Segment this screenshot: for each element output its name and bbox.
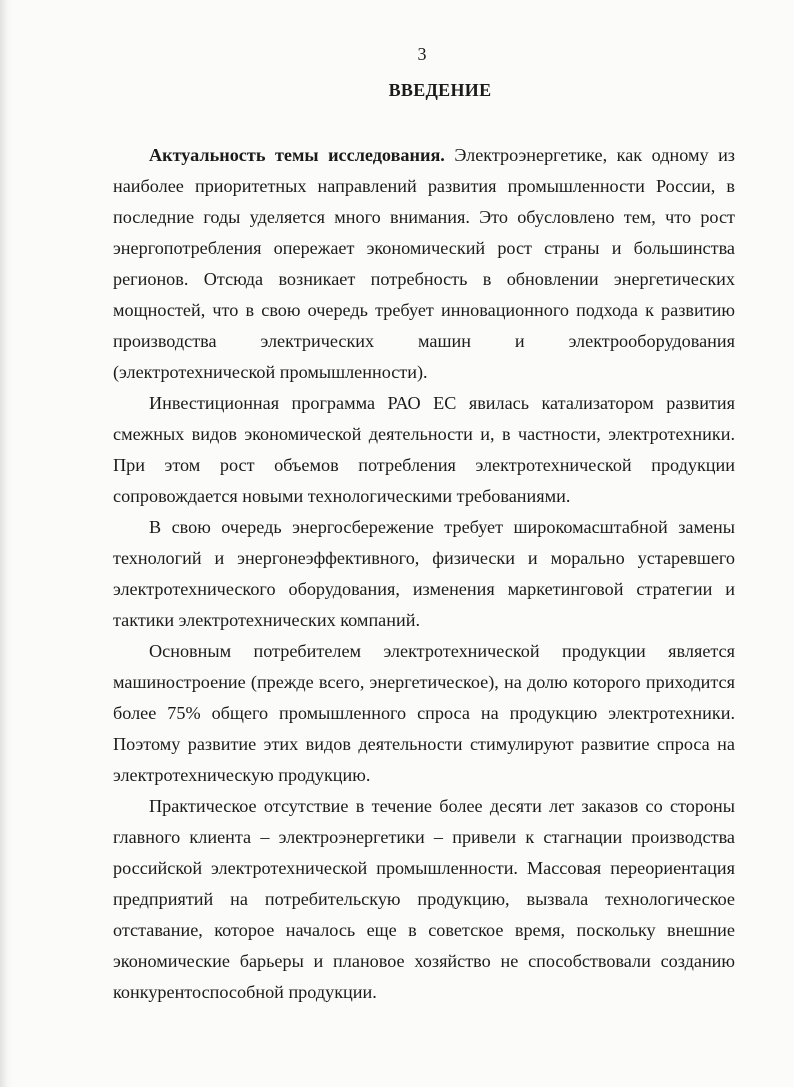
page-number: 3 <box>417 44 427 64</box>
paragraph-energy-saving: В свою очередь энергосбережение требует широкомасштабной замены технологий и энергонеэффективного, физически и морально устаревшего электротехнического оборудования, изменения маркетинговой стратегии и тактики электротехнических компаний. <box>113 517 735 630</box>
paragraph-relevance <box>113 140 735 388</box>
section-heading: ВВЕДЕНИЕ <box>388 80 492 100</box>
paragraph-main-consumer: Основным потребителем электротехнической продукции является машиностроение (прежде всего, энергетическое), на долю которого приходится более 75% общего промышленного спроса на продукцию электротехники. Поэтому развитие этих видов деятельности стимулируют развитие спроса на электротехническую продукцию. <box>113 641 735 785</box>
paragraph-stagnation: Практическое отсутствие в течение более десяти лет заказов со стороны главного клиента – электроэнергетики – привели к стагнации производства российской электротехнической промышленности. Массовая переориентация предприятий на потребительскую продукцию, вызвала технологическое отставание, которое началось еще в советское время, поскольку внешние экономические барьеры и плановое хозяйство не способствовали созданию конкурентоспособной продукции. <box>113 796 735 1002</box>
paragraph-investment: Инвестиционная программа РАО ЕС явилась катализатором развития смежных видов экономической деятельности и, в частности, электротехники. При этом рост объемов потребления электротехнической продукции сопровождается новыми технологическими требованиями. <box>113 393 735 506</box>
document-body <box>113 140 735 1008</box>
scan-edge-shadow <box>0 0 12 1087</box>
paragraph-text: Электроэнергетике, как одному из наиболее приоритетных направлений развития промышленности России, в последние годы уделяется много внимания. Это обусловлено тем, что рост энергопотребления опережает экономический рост страны и большинства регионов. Отсюда возникает потребность в обновлении энергетических мощностей, что в свою очередь требует инновационного подхода к развитию производства электрических машин и электрооборудования (электротехнической промышленности). <box>113 145 735 382</box>
paragraph-lead-in: Актуальность темы исследования. <box>149 145 445 165</box>
